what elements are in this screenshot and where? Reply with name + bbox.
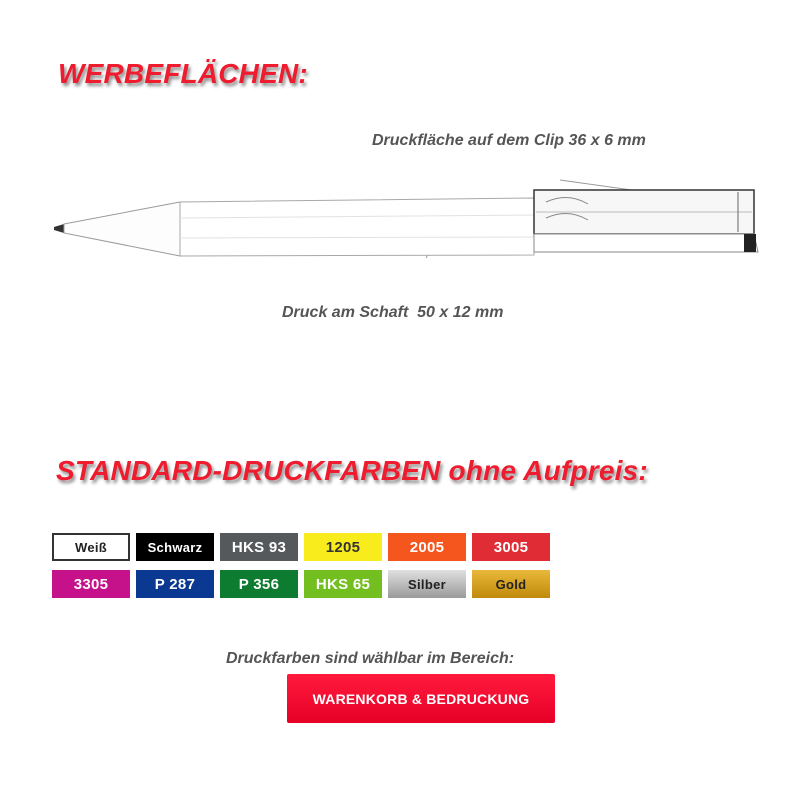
color-swatch-schwarz: Schwarz xyxy=(136,533,214,561)
color-swatch-hks-93: HKS 93 xyxy=(220,533,298,561)
color-swatch-3305: 3305 xyxy=(52,570,130,598)
color-swatch-p-287: P 287 xyxy=(136,570,214,598)
standard-print-colors-heading: STANDARD-DRUCKFARBEN ohne Aufpreis: xyxy=(56,455,648,486)
color-swatch-gold: Gold xyxy=(472,570,550,598)
color-swatch-1205: 1205 xyxy=(304,533,382,561)
pen-clip xyxy=(534,190,754,234)
clip-print-area-label: Druckfläche auf dem Clip 36 x 6 mm xyxy=(372,132,646,149)
print-areas-heading: WERBEFLÄCHEN: xyxy=(58,58,308,89)
color-swatch-weiss: Weiß xyxy=(52,533,130,561)
color-swatch-hks-65: HKS 65 xyxy=(304,570,382,598)
shaft-print-area-label: Druck am Schaft 50 x 12 mm xyxy=(282,304,504,321)
selection-note: Druckfarben sind wählbar im Bereich: xyxy=(226,650,515,667)
color-swatch-p-356: P 356 xyxy=(220,570,298,598)
color-swatch-3005: 3005 xyxy=(472,533,550,561)
cart-and-printing-button[interactable]: WARENKORB & BEDRUCKUNG xyxy=(287,674,555,723)
pen-illustration xyxy=(48,178,768,258)
color-swatch-silber: Silber xyxy=(388,570,466,598)
color-swatch-2005: 2005 xyxy=(388,533,466,561)
